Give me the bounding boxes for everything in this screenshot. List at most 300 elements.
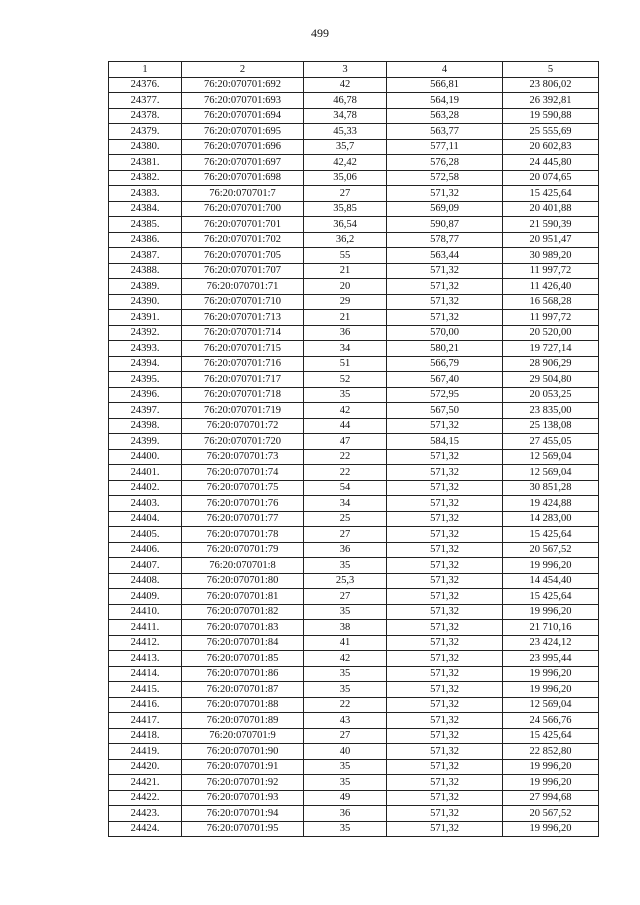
cadastral-number-cell: 76:20:070701:717 (182, 372, 304, 388)
cadastral-number-cell: 76:20:070701:87 (182, 682, 304, 698)
cadastral-number-cell: 76:20:070701:694 (182, 108, 304, 124)
cadastral-number-cell: 76:20:070701:720 (182, 434, 304, 450)
rate-cell: 571,32 (387, 666, 503, 682)
table-row (109, 790, 599, 806)
rate-cell: 572,58 (387, 170, 503, 186)
row-number-cell: 24391. (109, 310, 182, 326)
rate-cell: 567,50 (387, 403, 503, 419)
cadastral-number-cell: 76:20:070701:705 (182, 248, 304, 264)
rate-cell: 571,32 (387, 449, 503, 465)
rate-cell: 571,32 (387, 496, 503, 512)
rate-cell: 571,32 (387, 697, 503, 713)
row-number-cell: 24388. (109, 263, 182, 279)
cadastral-number-cell: 76:20:070701:702 (182, 232, 304, 248)
area-cell: 52 (304, 372, 387, 388)
area-cell: 22 (304, 465, 387, 481)
area-cell: 36 (304, 325, 387, 341)
value-cell: 15 425,64 (503, 589, 599, 605)
row-number-cell: 24380. (109, 139, 182, 155)
table-row (109, 511, 599, 527)
row-number-cell: 24392. (109, 325, 182, 341)
table-row (109, 527, 599, 543)
area-cell: 27 (304, 186, 387, 202)
cadastral-number-cell: 76:20:070701:83 (182, 620, 304, 636)
rate-cell: 563,77 (387, 124, 503, 140)
rate-cell: 578,77 (387, 232, 503, 248)
area-cell: 36 (304, 806, 387, 822)
row-number-cell: 24396. (109, 387, 182, 403)
area-cell: 34,78 (304, 108, 387, 124)
value-cell: 29 504,80 (503, 372, 599, 388)
rate-cell: 563,28 (387, 108, 503, 124)
row-number-cell: 24382. (109, 170, 182, 186)
rate-cell: 584,15 (387, 434, 503, 450)
area-cell: 44 (304, 418, 387, 434)
area-cell: 25,3 (304, 573, 387, 589)
table-row (109, 387, 599, 403)
area-cell: 36,54 (304, 217, 387, 233)
cadastral-number-cell: 76:20:070701:7 (182, 186, 304, 202)
area-cell: 35 (304, 682, 387, 698)
cadastral-number-cell: 76:20:070701:89 (182, 713, 304, 729)
rate-cell: 571,32 (387, 682, 503, 698)
cadastral-number-cell: 76:20:070701:9 (182, 728, 304, 744)
area-cell: 55 (304, 248, 387, 264)
rate-cell: 571,32 (387, 527, 503, 543)
rate-cell: 569,09 (387, 201, 503, 217)
rate-cell: 571,32 (387, 728, 503, 744)
data-table (108, 61, 599, 837)
value-cell: 15 425,64 (503, 527, 599, 543)
cadastral-number-cell: 76:20:070701:78 (182, 527, 304, 543)
cadastral-number-cell: 76:20:070701:79 (182, 542, 304, 558)
table-row (109, 573, 599, 589)
area-cell: 25 (304, 511, 387, 527)
row-number-cell: 24424. (109, 821, 182, 837)
area-cell: 36 (304, 542, 387, 558)
rate-cell: 571,32 (387, 651, 503, 667)
table-row (109, 356, 599, 372)
area-cell: 35 (304, 666, 387, 682)
cadastral-number-cell: 76:20:070701:692 (182, 77, 304, 93)
cadastral-number-cell: 76:20:070701:93 (182, 790, 304, 806)
table-row (109, 620, 599, 636)
cadastral-number-cell: 76:20:070701:85 (182, 651, 304, 667)
rate-cell: 571,32 (387, 558, 503, 574)
rate-cell: 571,32 (387, 635, 503, 651)
cadastral-number-cell: 76:20:070701:75 (182, 480, 304, 496)
value-cell: 25 138,08 (503, 418, 599, 434)
row-number-cell: 24384. (109, 201, 182, 217)
value-cell: 30 989,20 (503, 248, 599, 264)
table-row (109, 186, 599, 202)
cadastral-number-cell: 76:20:070701:73 (182, 449, 304, 465)
column-header: 3 (304, 62, 387, 78)
area-cell: 51 (304, 356, 387, 372)
value-cell: 15 425,64 (503, 186, 599, 202)
table-row (109, 372, 599, 388)
area-cell: 47 (304, 434, 387, 450)
rate-cell: 572,95 (387, 387, 503, 403)
table-row (109, 682, 599, 698)
cadastral-number-cell: 76:20:070701:696 (182, 139, 304, 155)
column-header: 2 (182, 62, 304, 78)
rate-cell: 577,11 (387, 139, 503, 155)
area-cell: 42 (304, 403, 387, 419)
table-row (109, 697, 599, 713)
value-cell: 20 074,65 (503, 170, 599, 186)
cadastral-number-cell: 76:20:070701:713 (182, 310, 304, 326)
cadastral-number-cell: 76:20:070701:8 (182, 558, 304, 574)
value-cell: 19 996,20 (503, 604, 599, 620)
table-row (109, 728, 599, 744)
cadastral-number-cell: 76:20:070701:77 (182, 511, 304, 527)
column-header: 4 (387, 62, 503, 78)
value-cell: 24 566,76 (503, 713, 599, 729)
value-cell: 19 996,20 (503, 558, 599, 574)
cadastral-number-cell: 76:20:070701:82 (182, 604, 304, 620)
cadastral-number-cell: 76:20:070701:710 (182, 294, 304, 310)
row-number-cell: 24399. (109, 434, 182, 450)
rate-cell: 566,81 (387, 77, 503, 93)
area-cell: 29 (304, 294, 387, 310)
area-cell: 42 (304, 77, 387, 93)
table-row (109, 589, 599, 605)
table-row (109, 310, 599, 326)
area-cell: 42,42 (304, 155, 387, 171)
area-cell: 35 (304, 821, 387, 837)
area-cell: 21 (304, 263, 387, 279)
value-cell: 20 567,52 (503, 806, 599, 822)
area-cell: 35,85 (304, 201, 387, 217)
table-row (109, 604, 599, 620)
table-row (109, 635, 599, 651)
value-cell: 15 425,64 (503, 728, 599, 744)
row-number-cell: 24419. (109, 744, 182, 760)
table-header-row (109, 62, 599, 78)
row-number-cell: 24403. (109, 496, 182, 512)
rate-cell: 571,32 (387, 821, 503, 837)
cadastral-number-cell: 76:20:070701:71 (182, 279, 304, 295)
cadastral-number-cell: 76:20:070701:707 (182, 263, 304, 279)
area-cell: 35 (304, 759, 387, 775)
rate-cell: 564,19 (387, 93, 503, 109)
rate-cell: 571,32 (387, 542, 503, 558)
cadastral-number-cell: 76:20:070701:76 (182, 496, 304, 512)
row-number-cell: 24385. (109, 217, 182, 233)
row-number-cell: 24394. (109, 356, 182, 372)
value-cell: 11 426,40 (503, 279, 599, 295)
value-cell: 19 996,20 (503, 775, 599, 791)
row-number-cell: 24379. (109, 124, 182, 140)
cadastral-number-cell: 76:20:070701:80 (182, 573, 304, 589)
table-row (109, 759, 599, 775)
value-cell: 19 424,88 (503, 496, 599, 512)
table-row (109, 155, 599, 171)
table-row (109, 651, 599, 667)
value-cell: 20 053,25 (503, 387, 599, 403)
value-cell: 11 997,72 (503, 263, 599, 279)
table-row (109, 744, 599, 760)
row-number-cell: 24390. (109, 294, 182, 310)
value-cell: 20 951,47 (503, 232, 599, 248)
table-row (109, 821, 599, 837)
value-cell: 23 424,12 (503, 635, 599, 651)
table-row (109, 263, 599, 279)
table-row (109, 279, 599, 295)
rate-cell: 571,32 (387, 759, 503, 775)
value-cell: 27 994,68 (503, 790, 599, 806)
row-number-cell: 24416. (109, 697, 182, 713)
cadastral-number-cell: 76:20:070701:715 (182, 341, 304, 357)
table-row (109, 775, 599, 791)
rate-cell: 571,32 (387, 573, 503, 589)
area-cell: 35 (304, 558, 387, 574)
table-row (109, 139, 599, 155)
rate-cell: 571,32 (387, 279, 503, 295)
row-number-cell: 24381. (109, 155, 182, 171)
cadastral-number-cell: 76:20:070701:714 (182, 325, 304, 341)
rate-cell: 570,00 (387, 325, 503, 341)
area-cell: 49 (304, 790, 387, 806)
cadastral-number-cell: 76:20:070701:716 (182, 356, 304, 372)
rate-cell: 571,32 (387, 744, 503, 760)
value-cell: 21 710,16 (503, 620, 599, 636)
cadastral-number-cell: 76:20:070701:72 (182, 418, 304, 434)
table-row (109, 666, 599, 682)
cadastral-number-cell: 76:20:070701:695 (182, 124, 304, 140)
value-cell: 19 996,20 (503, 666, 599, 682)
value-cell: 24 445,80 (503, 155, 599, 171)
area-cell: 27 (304, 728, 387, 744)
area-cell: 21 (304, 310, 387, 326)
rate-cell: 571,32 (387, 620, 503, 636)
rate-cell: 571,32 (387, 511, 503, 527)
value-cell: 20 520,00 (503, 325, 599, 341)
value-cell: 20 567,52 (503, 542, 599, 558)
rate-cell: 571,32 (387, 418, 503, 434)
row-number-cell: 24423. (109, 806, 182, 822)
value-cell: 23 995,44 (503, 651, 599, 667)
cadastral-number-cell: 76:20:070701:94 (182, 806, 304, 822)
rate-cell: 571,32 (387, 713, 503, 729)
cadastral-number-cell: 76:20:070701:91 (182, 759, 304, 775)
row-number-cell: 24378. (109, 108, 182, 124)
row-number-cell: 24412. (109, 635, 182, 651)
value-cell: 14 454,40 (503, 573, 599, 589)
value-cell: 19 590,88 (503, 108, 599, 124)
table-row (109, 170, 599, 186)
row-number-cell: 24401. (109, 465, 182, 481)
rate-cell: 567,40 (387, 372, 503, 388)
rate-cell: 571,32 (387, 790, 503, 806)
table-row (109, 434, 599, 450)
table-body (109, 77, 599, 837)
rate-cell: 571,32 (387, 806, 503, 822)
value-cell: 27 455,05 (503, 434, 599, 450)
area-cell: 35,7 (304, 139, 387, 155)
area-cell: 46,78 (304, 93, 387, 109)
row-number-cell: 24389. (109, 279, 182, 295)
rate-cell: 576,28 (387, 155, 503, 171)
cadastral-number-cell: 76:20:070701:86 (182, 666, 304, 682)
value-cell: 19 996,20 (503, 759, 599, 775)
rate-cell: 571,32 (387, 480, 503, 496)
column-header: 5 (503, 62, 599, 78)
cadastral-number-cell: 76:20:070701:74 (182, 465, 304, 481)
table-row (109, 465, 599, 481)
row-number-cell: 24383. (109, 186, 182, 202)
rate-cell: 571,32 (387, 294, 503, 310)
row-number-cell: 24417. (109, 713, 182, 729)
row-number-cell: 24402. (109, 480, 182, 496)
area-cell: 35 (304, 387, 387, 403)
cadastral-number-cell: 76:20:070701:700 (182, 201, 304, 217)
table-row (109, 217, 599, 233)
row-number-cell: 24420. (109, 759, 182, 775)
rate-cell: 571,32 (387, 589, 503, 605)
value-cell: 28 906,29 (503, 356, 599, 372)
value-cell: 22 852,80 (503, 744, 599, 760)
rate-cell: 571,32 (387, 310, 503, 326)
area-cell: 36,2 (304, 232, 387, 248)
row-number-cell: 24418. (109, 728, 182, 744)
value-cell: 19 996,20 (503, 821, 599, 837)
value-cell: 19 996,20 (503, 682, 599, 698)
value-cell: 25 555,69 (503, 124, 599, 140)
row-number-cell: 24386. (109, 232, 182, 248)
row-number-cell: 24407. (109, 558, 182, 574)
area-cell: 45,33 (304, 124, 387, 140)
table-row (109, 232, 599, 248)
page-number: 499 (311, 26, 329, 40)
row-number-cell: 24409. (109, 589, 182, 605)
area-cell: 41 (304, 635, 387, 651)
value-cell: 19 727,14 (503, 341, 599, 357)
area-cell: 35,06 (304, 170, 387, 186)
value-cell: 20 401,88 (503, 201, 599, 217)
table-row (109, 77, 599, 93)
value-cell: 30 851,28 (503, 480, 599, 496)
area-cell: 34 (304, 496, 387, 512)
cadastral-number-cell: 76:20:070701:701 (182, 217, 304, 233)
row-number-cell: 24414. (109, 666, 182, 682)
area-cell: 27 (304, 589, 387, 605)
table-row (109, 403, 599, 419)
table-row (109, 418, 599, 434)
row-number-cell: 24376. (109, 77, 182, 93)
row-number-cell: 24421. (109, 775, 182, 791)
area-cell: 27 (304, 527, 387, 543)
row-number-cell: 24411. (109, 620, 182, 636)
table-row (109, 480, 599, 496)
rate-cell: 571,32 (387, 604, 503, 620)
table-row (109, 108, 599, 124)
cadastral-number-cell: 76:20:070701:84 (182, 635, 304, 651)
row-number-cell: 24406. (109, 542, 182, 558)
value-cell: 12 569,04 (503, 449, 599, 465)
area-cell: 35 (304, 775, 387, 791)
rate-cell: 571,32 (387, 186, 503, 202)
row-number-cell: 24404. (109, 511, 182, 527)
table-row (109, 248, 599, 264)
cadastral-number-cell: 76:20:070701:81 (182, 589, 304, 605)
area-cell: 22 (304, 449, 387, 465)
table-row (109, 341, 599, 357)
row-number-cell: 24405. (109, 527, 182, 543)
rate-cell: 566,79 (387, 356, 503, 372)
table-row (109, 201, 599, 217)
cadastral-number-cell: 76:20:070701:88 (182, 697, 304, 713)
cadastral-number-cell: 76:20:070701:697 (182, 155, 304, 171)
table-row (109, 325, 599, 341)
row-number-cell: 24377. (109, 93, 182, 109)
table-row (109, 93, 599, 109)
table-row (109, 542, 599, 558)
value-cell: 11 997,72 (503, 310, 599, 326)
table-row (109, 806, 599, 822)
row-number-cell: 24387. (109, 248, 182, 264)
rate-cell: 563,44 (387, 248, 503, 264)
area-cell: 34 (304, 341, 387, 357)
value-cell: 12 569,04 (503, 465, 599, 481)
row-number-cell: 24398. (109, 418, 182, 434)
table-row (109, 294, 599, 310)
value-cell: 23 806,02 (503, 77, 599, 93)
cadastral-number-cell: 76:20:070701:698 (182, 170, 304, 186)
area-cell: 35 (304, 604, 387, 620)
row-number-cell: 24393. (109, 341, 182, 357)
cadastral-number-cell: 76:20:070701:95 (182, 821, 304, 837)
row-number-cell: 24400. (109, 449, 182, 465)
area-cell: 20 (304, 279, 387, 295)
value-cell: 23 835,00 (503, 403, 599, 419)
cadastral-number-cell: 76:20:070701:718 (182, 387, 304, 403)
rate-cell: 571,32 (387, 465, 503, 481)
value-cell: 21 590,39 (503, 217, 599, 233)
cadastral-number-cell: 76:20:070701:719 (182, 403, 304, 419)
table-row (109, 124, 599, 140)
cadastral-number-cell: 76:20:070701:90 (182, 744, 304, 760)
row-number-cell: 24408. (109, 573, 182, 589)
value-cell: 12 569,04 (503, 697, 599, 713)
area-cell: 22 (304, 697, 387, 713)
rate-cell: 590,87 (387, 217, 503, 233)
value-cell: 16 568,28 (503, 294, 599, 310)
cadastral-number-cell: 76:20:070701:92 (182, 775, 304, 791)
table-row (109, 558, 599, 574)
row-number-cell: 24397. (109, 403, 182, 419)
table-row (109, 496, 599, 512)
value-cell: 20 602,83 (503, 139, 599, 155)
value-cell: 14 283,00 (503, 511, 599, 527)
column-header: 1 (109, 62, 182, 78)
area-cell: 38 (304, 620, 387, 636)
row-number-cell: 24413. (109, 651, 182, 667)
value-cell: 26 392,81 (503, 93, 599, 109)
area-cell: 42 (304, 651, 387, 667)
row-number-cell: 24410. (109, 604, 182, 620)
area-cell: 43 (304, 713, 387, 729)
row-number-cell: 24415. (109, 682, 182, 698)
area-cell: 54 (304, 480, 387, 496)
rate-cell: 580,21 (387, 341, 503, 357)
rate-cell: 571,32 (387, 775, 503, 791)
row-number-cell: 24422. (109, 790, 182, 806)
row-number-cell: 24395. (109, 372, 182, 388)
rate-cell: 571,32 (387, 263, 503, 279)
table-row (109, 713, 599, 729)
